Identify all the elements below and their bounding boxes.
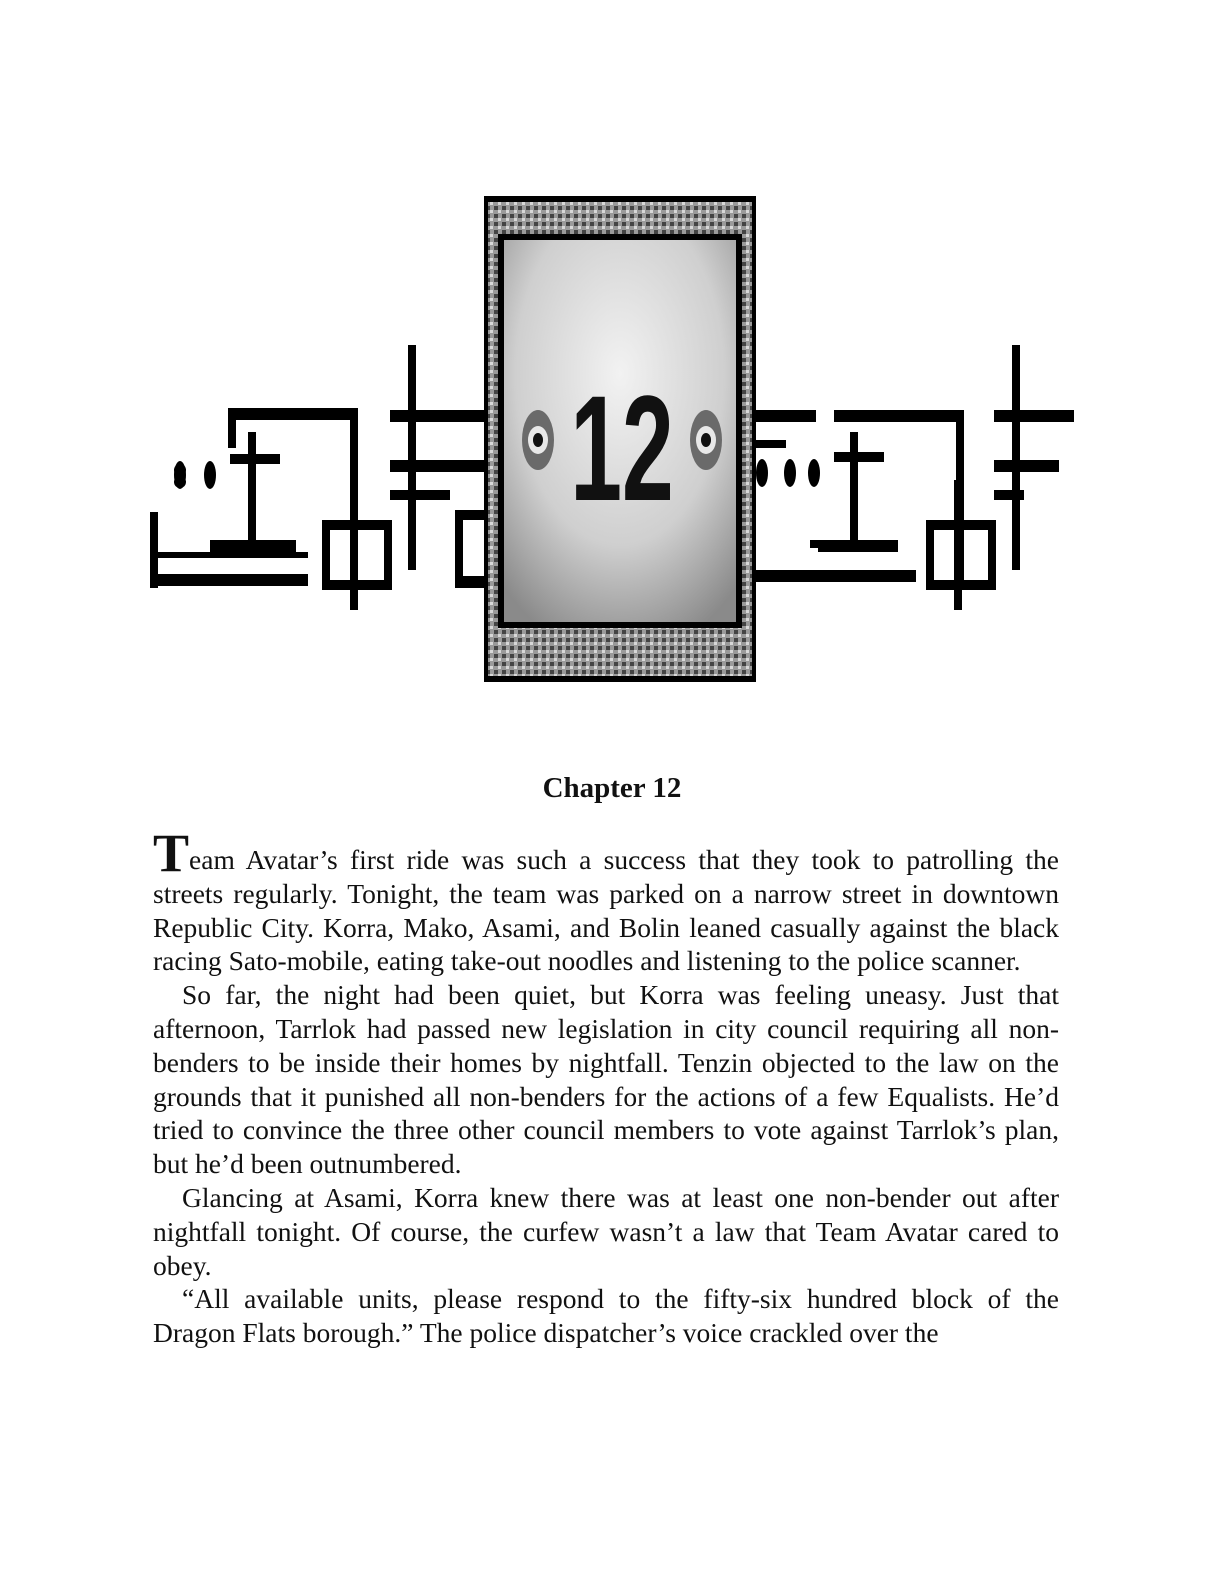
drop-cap: T xyxy=(153,823,190,883)
chapter-title: Chapter 12 xyxy=(542,772,682,804)
paragraph-2: So far, the night had been quiet, but Korra was feeling uneasy. Just that afternoon, Tarrlok had passed new legislation in city council requiring all non-benders to be inside their homes by nightfall. Tenzin objected to the law on the grounds that it punished all non-benders for the actions of a few Equalists. He’d tried to convince the three other council members to vote against Tarrlok’s plan, but he’d been outnumbered. xyxy=(153,979,1059,1180)
ornament-number: 12 xyxy=(570,365,674,533)
paragraph-3: Glancing at Asami, Korra knew there was at least one non-bender out after nightfall tonight. Of course, the curfew wasn’t a law that Team Avatar cared to obey. xyxy=(153,1181,1059,1281)
paragraph-1 xyxy=(153,823,1059,978)
paragraph-text: eam Avatar’s first ride was such a success that they took to patrolling the streets regularly. Tonight, the team was parked on a narrow street in downtown Republic City. Korra, Mako, Asami, and Bolin leaned casually against the black racing Sato-mobile, eating take-out noodles and listening to the police scanner. xyxy=(153,844,1059,977)
paragraph-4: “All available units, please respond to the fifty-six hundred block of the Dragon Flats borough.” The police dispatcher’s voice crackled over the xyxy=(153,1283,1059,1349)
chapter-ornament-icon xyxy=(150,190,1074,690)
chapter-body xyxy=(153,823,1059,1350)
